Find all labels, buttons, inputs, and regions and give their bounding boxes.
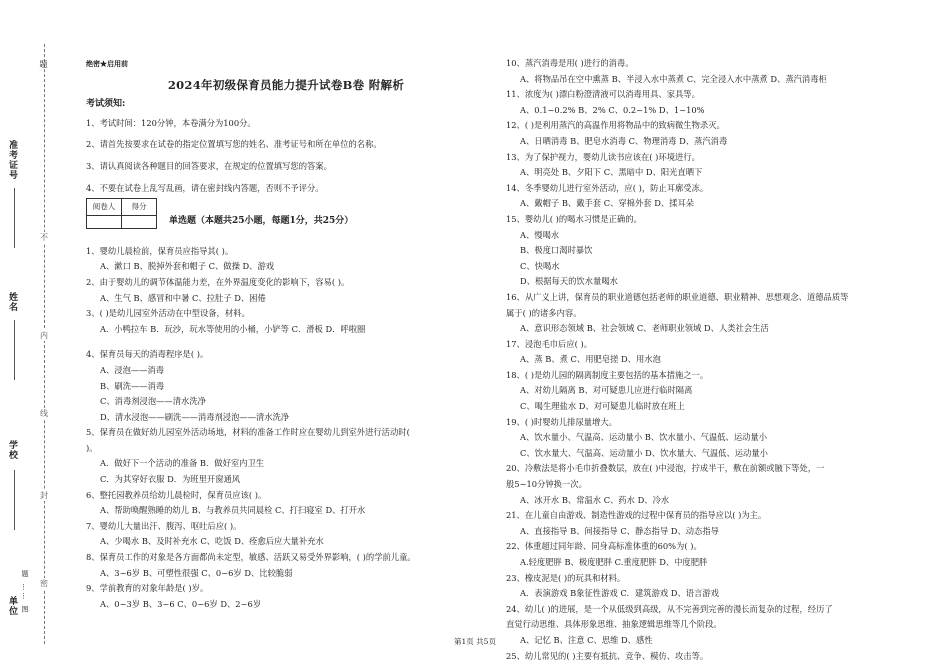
question-text: 19、( )时婴幼儿排尿量增大。	[506, 416, 617, 427]
label-school: 学校	[7, 440, 17, 460]
seal-char-1: 不	[40, 233, 48, 242]
notice-heading: 考试须知:	[86, 99, 126, 110]
notice-line: 3、请认真阅读各种题目的回答要求，在规定的位置填写您的答案。	[86, 160, 332, 171]
right-questions	[506, 56, 926, 664]
answer-options: A．表演游戏 B象征性游戏 C．建筑游戏 D、语言游戏	[520, 588, 719, 599]
strip-bottom-chars: 题 …… 图	[21, 570, 29, 615]
answer-options: A、3~6岁 B、可塑性很强 C、0~6岁 D、比较脆弱	[100, 567, 293, 578]
question-text: 2、由于婴幼儿的调节体温能力差，在外界温度变化的影响下，容易( )。	[86, 276, 350, 287]
question-text: 11、浓度为( )漂白粉澄清液可以消毒用具、家具等。	[506, 89, 700, 100]
answer-options: A、将物品吊在空中熏蒸 B、半浸入水中蒸煮 C、完全浸入水中蒸煮 D、蒸汽消毒柜	[520, 73, 827, 84]
answer-options: A、记忆 B、注意 C、思维 D、感性	[520, 634, 653, 645]
label-name: 姓名	[7, 292, 17, 312]
exam-title: 2024年初级保育员能力提升试卷B卷 附解析	[167, 77, 405, 92]
answer-options: A．做好下一个活动的准备 B．做好室内卫生	[100, 458, 265, 469]
question-text: 属于( )的诸多内容。	[506, 307, 582, 318]
answer-options: C、快喝水	[520, 260, 560, 271]
question-text: 24、幼儿( )的进展，是一个从低级到高级，从不完善到完善的漫长而复杂的过程，经历了	[506, 603, 833, 614]
answer-options: A、帮助唤醒熟睡的幼儿 B、与教养员共同晨检 C、打扫寝室 D、打开水	[100, 505, 366, 516]
answer-options: A、冰开水 B、常温水 C、药水 D、冷水	[520, 494, 670, 505]
strip-top-char: 题	[39, 60, 48, 70]
question-text: 直觉行动思维、具体形象思维、抽象逻辑思维等几个阶段。	[506, 619, 722, 630]
question-text	[86, 337, 486, 347]
answer-options: A、日晒消毒 B、肥皂水消毒 C、物理消毒 D、蒸汽消毒	[520, 135, 728, 146]
question-text: 4、保育员每天的消毒程序是( )。	[86, 349, 209, 360]
question-text: 6、整托园教养员给幼儿晨检时，保育员应该( )。	[86, 489, 267, 500]
answer-options: C．为其穿好衣服 D．为班里开窗通风	[100, 474, 241, 485]
name-blank	[14, 320, 15, 380]
seal-char-2: 内	[40, 331, 48, 340]
answer-options: A．小鸭拉车 B．玩沙，玩水等使用的小桶，小铲等 C．滑板 D．呼啦圈	[100, 323, 366, 334]
score-table-header-score: 得分	[122, 199, 157, 216]
label-zhunkao: 准考证号	[7, 140, 17, 180]
label-unit: 单位	[7, 596, 17, 616]
section-title: 单选题（本题共25小题，每题1分，共25分）	[169, 216, 354, 227]
question-text: 5、保育员在做好幼儿园室外活动场地，材料的准备工作时应在婴幼儿到室外进行活动时(	[86, 427, 410, 438]
question-text: 15、婴幼儿( )的喝水习惯是正确的。	[506, 213, 642, 224]
question-text: 13、为了保护视力，婴幼儿读书应该在( )环境进行。	[506, 151, 700, 162]
answer-options: A、浸泡——消毒	[100, 364, 165, 375]
question-text: 16、从广义上讲，保育员的职业道德包括老师的职业道德、职业精神、思想观念、道德品质等	[506, 291, 849, 302]
answer-options: A、蒸 B、煮 C、用肥皂搓 D、用水泡	[520, 354, 661, 365]
answer-options: A、戴帽子 B、戴手套 C、穿棉外套 D、揉耳朵	[520, 198, 695, 209]
answer-options: A、0.1~0.2% B、2% C、0.2~1% D、1~10%	[520, 104, 705, 115]
question-text: 10、蒸汽消毒是用( )进行的消毒。	[506, 58, 634, 68]
answer-options: C、喝生理盐水 D、对可疑患儿临时放在班上	[520, 401, 685, 412]
answer-options: C、饮水量大、气温高、运动量小 D、饮水量大、气温低、运动量小	[520, 447, 768, 458]
answer-options: D、清水浸泡——刷洗——消毒剂浸泡——清水洗净	[100, 411, 290, 422]
question-text: 22、体重超过同年龄、同身高标准体重的60%为( )。	[506, 541, 702, 552]
question-text: 21、在儿童自由游戏、制造性游戏的过程中保育员的指导应以( )为主。	[506, 510, 767, 521]
notice-line: 4、不要在试卷上乱写乱画，请在密封线内答题，否则不予评分。	[86, 182, 324, 193]
seal-char-3: 线	[40, 409, 48, 418]
left-column	[86, 56, 486, 612]
question-text: 7、婴幼儿大量出汗、腹泻、呕吐后应( )。	[86, 520, 242, 531]
seal-char-4: 封	[40, 491, 48, 500]
question-text: )。	[86, 442, 98, 453]
secret-mark: 绝密★启用前	[86, 59, 128, 68]
question-text: 20、冷敷法是将小毛巾折叠数层，放在( )中浸泡，拧成半干，敷在前额或腋下等处，一	[506, 463, 825, 474]
right-column	[506, 56, 926, 664]
answer-options: A、慢喝水	[520, 229, 560, 240]
question-text: 25、幼儿常见的( )主要有抵抗、竞争、模仿、攻击等。	[506, 650, 709, 661]
answer-options: A、漱口 B、脱掉外套和帽子 C、做操 D、游戏	[100, 261, 275, 272]
answer-options: A、意识形态领域 B、社会领域 C、老师职业领域 D、人类社会生活	[520, 323, 769, 334]
answer-options: A.轻度肥胖 B、极度肥胖 C.重度肥胖 D、中度肥胖	[520, 557, 708, 567]
answer-options: A、0~3岁 B、3~6 C、0~6岁 D、2~6岁	[100, 598, 262, 609]
question-text: 12、( )是利用蒸汽的高温作用将物品中的致病微生物杀灭。	[506, 120, 725, 131]
school-blank	[14, 470, 15, 530]
question-text: 9、学前教育的对象年龄是( )岁。	[86, 583, 209, 594]
score-area	[86, 198, 486, 230]
question-text: 1、婴幼儿晨检前，保育员应指导其( )。	[86, 245, 234, 256]
answer-options: A、少喝水 B、及时补充水 C、吃饭 D、痊愈后应大量补充水	[100, 536, 324, 547]
question-text: 23、橡皮泥是( )的玩具和材料。	[506, 572, 626, 583]
score-table-header-grader: 阅卷人	[87, 199, 122, 216]
seal-line	[44, 44, 45, 644]
question-text: 18、( )是幼儿园的隔离制度主要包括的基本措施之一。	[506, 369, 709, 380]
answer-options: A、直接指导 B、间接指导 C、静态指导 D、动态指导	[520, 525, 719, 536]
answer-options: A、饮水量小、气温高、运动量小 B、饮水量小、气温低、运动量小	[520, 432, 768, 443]
notice-line: 2、请首先按要求在试卷的指定位置填写您的姓名、准考证号和所在单位的名称。	[86, 139, 382, 150]
notice-line: 1、考试时间：120分钟，本卷满分为100分。	[86, 117, 256, 128]
question-text: 17、浸泡毛巾后应( )。	[506, 338, 593, 349]
answer-options: A、生气 B、感冒和中暑 C、拉肚子 D、困倦	[100, 292, 266, 303]
answer-options: B、刷洗——消毒	[100, 380, 165, 391]
left-questions	[86, 244, 486, 613]
answer-options: A、明亮处 B、夕阳下 C、黑暗中 D、阳光直晒下	[520, 167, 703, 178]
question-text: 3、( )是幼儿园室外活动在中型设备，材料。	[86, 308, 250, 319]
question-text: 14、冬季婴幼儿进行室外活动，应( )，防止耳廓受冻。	[506, 182, 709, 193]
question-text: 8、保育员工作的对象是各方面都尚未定型，敏感、活跃又易受外界影响，( )的学前儿童。	[86, 552, 416, 563]
answer-options: D、根据每天的饮水量喝水	[520, 276, 618, 287]
zhunkao-blank	[14, 188, 15, 248]
question-text: 般5~10分钟换一次。	[506, 479, 587, 490]
binding-strip	[0, 0, 80, 671]
answer-options: A、对幼儿隔离 B、对可疑患儿应进行临时隔离	[520, 385, 693, 396]
answer-options: B、极度口渴时暴饮	[520, 245, 593, 256]
answer-options: C、消毒剂浸泡——清水洗净	[100, 396, 206, 407]
score-table	[86, 198, 157, 229]
score-table-cell[interactable]	[87, 215, 122, 228]
score-table-cell[interactable]	[122, 215, 157, 228]
page-footer: 第1页 共5页	[454, 637, 496, 646]
seal-char-5: 密	[40, 579, 48, 588]
